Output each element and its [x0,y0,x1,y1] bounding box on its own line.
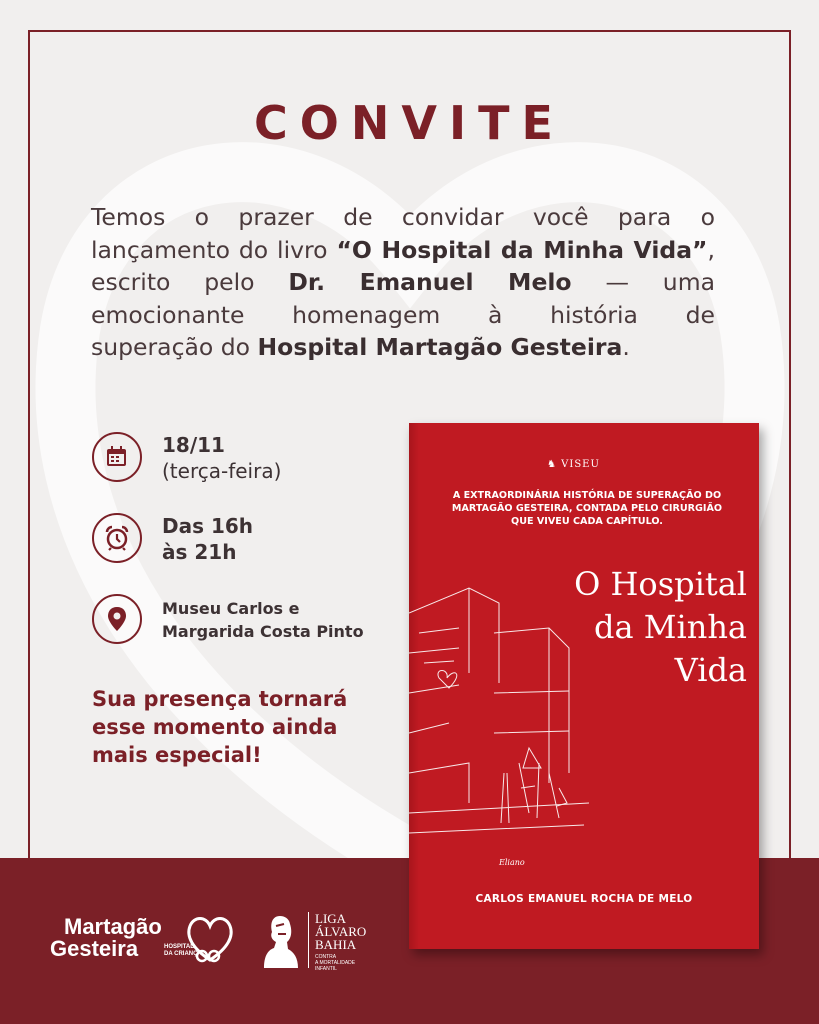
location-line1: Museu Carlos e [162,599,300,618]
location-line2: Margarida Costa Pinto [162,622,364,641]
heart-logo-icon [184,912,236,966]
hospital-sketch-illustration [409,573,589,873]
time-start: Das 16h [162,514,254,538]
horse-rider-icon: ♞ [547,459,557,470]
event-location [92,594,364,644]
book-author: CARLOS EMANUEL ROCHA DE MELO [475,893,693,905]
page-title: CONVITE [254,96,565,150]
book-title: O Hospital da Minha Vida [574,565,747,689]
illustrator-signature: Eliano [499,858,525,867]
publisher-logo: ♞ VISEU [547,459,600,470]
event-date [92,432,281,484]
calendar-icon [92,432,142,482]
martagao-gesteira-logo: Martagão Gesteira HOSPITAL DA CRIANÇA [50,916,162,960]
book-tagline: A EXTRAORDINÁRIA HISTÓRIA DE SUPERAÇÃO DO MARTAGÃO GESTEIRA, CONTADA PELO CIRURGIÃO QUE VIVEU CADA CAPÍTULO. [451,490,723,527]
alarm-clock-icon [92,513,142,563]
closing-message: Sua presença tornará esse momento ainda mais especial! [92,687,348,767]
event-time [92,513,253,565]
weekday-value: (terça-feira) [162,459,282,483]
date-value: 18/11 [162,433,225,457]
book-cover [409,423,759,949]
liga-alvaro-bahia-logo: LIGA ÁLVARO BAHIA CONTRA A MORTALIDADE INFANTIL [262,912,366,972]
time-end: às 21h [162,540,237,564]
location-pin-icon [92,594,142,644]
portrait-silhouette-icon [262,912,300,968]
intro-paragraph: Temos o prazer de convidar você para o lançamento do livro “O Hospital da Minha Vida”, escrito pelo Dr. Emanuel Melo — uma emocionante homenagem à história de superação do Hospital Martagão Gesteira. [91,203,715,361]
